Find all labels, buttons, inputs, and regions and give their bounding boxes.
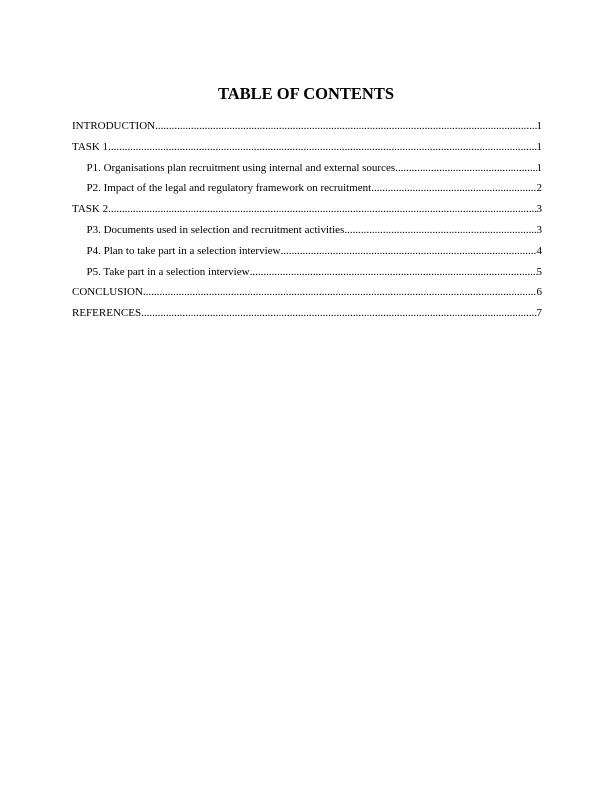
toc-dot-leader <box>280 241 536 262</box>
toc-entry-p1[interactable] <box>72 158 542 179</box>
toc-dot-leader <box>250 262 537 283</box>
toc-page-number: 3 <box>536 223 542 236</box>
toc-entry-text: TASK 1 <box>72 140 109 153</box>
toc-page-number: 5 <box>536 265 542 278</box>
toc-dot-leader <box>344 220 536 241</box>
toc-entry-introduction[interactable] <box>72 116 542 137</box>
toc-entry-references[interactable] <box>72 303 542 324</box>
toc-list <box>72 116 542 324</box>
toc-entry-text: REFERENCES <box>72 307 142 320</box>
toc-title: TABLE OF CONTENTS <box>217 84 395 103</box>
toc-entry-p2[interactable] <box>72 178 542 199</box>
toc-entry-conclusion[interactable] <box>72 282 542 303</box>
toc-entry-text: P5. Take part in a selection interview <box>86 265 250 278</box>
toc-dot-leader <box>108 199 536 220</box>
toc-dot-leader <box>108 137 536 158</box>
toc-entry-p4[interactable] <box>72 241 542 262</box>
toc-entry-task-1[interactable] <box>72 137 542 158</box>
toc-page-number: 6 <box>536 286 542 299</box>
toc-entry-text: TASK 2 <box>72 203 109 216</box>
toc-page-number: 2 <box>536 182 542 195</box>
toc-entry-text: INTRODUCTION <box>72 120 156 132</box>
toc-page-number: 3 <box>536 203 542 216</box>
toc-page-number: 1 <box>536 120 542 132</box>
toc-entry-text: P2. Impact of the legal and regulatory framework on recruitment <box>86 182 372 195</box>
toc-dot-leader <box>141 303 536 324</box>
toc-page-number: 1 <box>536 161 542 174</box>
toc-dot-leader <box>395 158 536 179</box>
toc-entry-p3[interactable] <box>72 220 542 241</box>
toc-dot-leader <box>155 116 536 137</box>
toc-page-number: 7 <box>536 307 542 320</box>
toc-entry-text: CONCLUSION <box>72 286 143 299</box>
toc-page-number: 4 <box>536 244 542 257</box>
toc-entry-text: P1. Organisations plan recruitment using internal and external sources <box>86 161 396 174</box>
toc-entry-text: P3. Documents used in selection and recruitment activities <box>86 223 345 236</box>
toc-page-number: 1 <box>536 140 542 153</box>
toc-entry-p5[interactable] <box>72 262 542 283</box>
toc-entry-text: P4. Plan to take part in a selection interview <box>86 244 281 257</box>
toc-entry-task-2[interactable] <box>72 199 542 220</box>
toc-dot-leader <box>371 178 536 199</box>
toc-dot-leader <box>143 282 537 303</box>
